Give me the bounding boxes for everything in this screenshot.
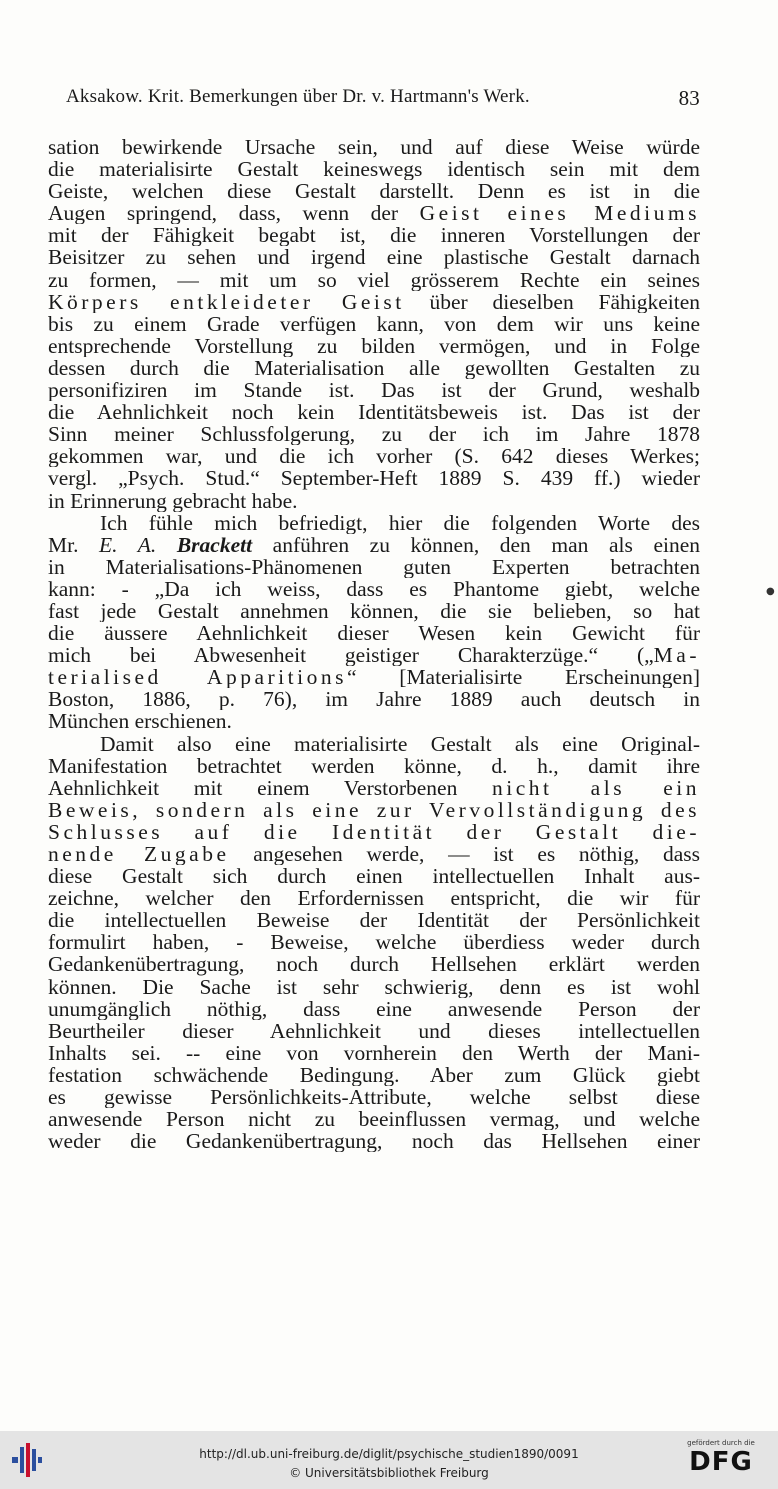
bold-italic-name: Brackett xyxy=(176,533,253,556)
page-number: 83 xyxy=(678,86,700,110)
text-line: diese Gestalt sich durch einen intellectuellen Inhalt aus- xyxy=(48,865,700,888)
text-line: die materialisirte Gestalt keineswegs identisch sein mit dem xyxy=(48,158,700,181)
text-line: Sinn meiner Schlussfolgerung, zu der ich im Jahre 1878 xyxy=(48,423,700,446)
text-line: personifiziren im Stande ist. Das ist der Grund, weshalb xyxy=(48,379,700,402)
text-line: Beisitzer zu sehen und irgend eine plastische Gestalt darnach xyxy=(48,246,700,269)
text-line: Gedankenübertragung, noch durch Hellsehen erklärt werden xyxy=(48,953,700,976)
text-line xyxy=(48,202,700,224)
text-line: zu formen, — mit um so viel grösserem Rechte ein seines xyxy=(48,268,700,291)
text-line: vergl. „Psych. Stud.“ September-Heft 1889 S. 439 ff.) wieder xyxy=(48,467,700,490)
text-line: Manifestation betrachtet werden könne, d. h., damit ihre xyxy=(48,754,700,777)
dfg-credit xyxy=(676,1439,766,1477)
text-line: können. Die Sache ist sehr schwierig, denn es ist wohl xyxy=(48,975,700,998)
text-line: die intellectuellen Beweise der Identität der Persönlichkeit xyxy=(48,909,700,932)
text-span: Mr. xyxy=(48,533,79,556)
text-line xyxy=(48,534,700,556)
text-span: Aehnlichkeit mit einem Verstorbenen xyxy=(48,776,458,799)
text-span: anführen zu können, den man als einen xyxy=(272,533,700,556)
text-line: in Materialisations-Phänomenen guten Experten betrachten xyxy=(48,555,700,578)
spaced-text: Körpers entkleideter Geist xyxy=(48,290,405,313)
text-line: weder die Gedankenübertragung, noch das Hellsehen einer xyxy=(48,1130,700,1153)
spaced-text: nicht als ein xyxy=(492,776,700,799)
text-line: Ich fühle mich befriedigt, hier die folgenden Worte des xyxy=(100,511,700,534)
text-line: mit der Fähigkeit begabt ist, die inneren Vorstellungen der xyxy=(48,224,700,247)
text-line: gekommen war, und die ich vorher (S. 642 dieses Werkes; xyxy=(48,445,700,468)
text-line: die Aehnlichkeit noch kein Identitätsbeweis ist. Das ist der xyxy=(48,401,700,424)
running-header xyxy=(66,86,700,116)
text-line: festation schwächende Bedingung. Aber zum Glück giebt xyxy=(48,1063,700,1087)
text-line xyxy=(48,777,700,799)
spaced-text: Geist eines Mediums xyxy=(419,202,700,225)
italic-name: E. A. xyxy=(99,533,157,556)
text-line: formulirt haben, - Beweise, welche überdiess weder durch xyxy=(48,931,700,954)
text-line: kann: - „Da ich weiss, dass es Phantome giebt, welche xyxy=(48,577,700,600)
spaced-text: Ma- xyxy=(653,644,700,667)
text-span: mich bei Abwesenheit geistiger Charakterzüge.“ („ xyxy=(48,644,654,667)
text-line: Schlusses auf die Identität der Gestalt die- xyxy=(48,820,700,843)
text-span: über dieselben Fähigkeiten xyxy=(429,290,700,313)
text-line xyxy=(48,666,700,688)
spaced-text: nende Zugabe xyxy=(48,843,230,866)
text-line: Damit also eine materialisirte Gestalt als eine Original- xyxy=(100,732,700,755)
text-span: Augen springend, dass, wenn der xyxy=(48,202,399,225)
text-line: Geiste, welchen diese Gestalt darstellt. Denn es ist in die xyxy=(48,180,700,203)
text-line: Beweis, sondern als eine zur Vervollständigung des xyxy=(48,798,700,821)
source-url-link[interactable]: http://dl.ub.uni-freiburg.de/diglit/psychische_studien1890/0091 xyxy=(199,1447,579,1461)
text-line: Boston, 1886, p. 76), im Jahre 1889 auch deutsch in xyxy=(48,688,700,711)
text-line: Beurtheiler dieser Aehnlichkeit und dieses intellectuellen xyxy=(48,1019,700,1042)
text-span: angesehen werde, — ist es nöthig, dass xyxy=(253,843,700,866)
running-title: Aksakow. Krit. Bemerkungen über Dr. v. Hartmann's Werk. xyxy=(66,86,530,107)
text-line: zeichne, welcher den Erfordernissen entspricht, die wir für xyxy=(48,887,700,910)
text-line: München erschienen. xyxy=(48,710,232,733)
text-line: sation bewirkende Ursache sein, und auf diese Weise würde xyxy=(48,136,700,159)
text-line xyxy=(48,291,700,313)
dfg-logo-icon: DFG xyxy=(689,1447,753,1477)
text-line: in Erinnerung gebracht habe. xyxy=(48,489,298,512)
text-line: Inhalts sei. -- eine von vornherein den Werth der Mani- xyxy=(48,1041,700,1064)
text-line: die äussere Aehnlichkeit dieser Wesen kein Gewicht für xyxy=(48,622,700,645)
text-line: entsprechende Vorstellung zu bilden vermögen, und in Folge xyxy=(48,334,700,357)
margin-mark-icon: ● xyxy=(766,586,775,597)
text-line: fast jede Gestalt annehmen können, die sie belieben, so hat xyxy=(48,599,700,623)
text-span: “ [Materialisirte Erscheinungen] xyxy=(346,666,700,689)
text-line xyxy=(48,843,700,865)
text-line: unumgänglich nöthig, dass eine anwesende Person der xyxy=(48,997,700,1020)
copyright-notice: © Universitätsbibliothek Freiburg xyxy=(289,1466,489,1480)
text-line: dessen durch die Materialisation alle gewollten Gestalten zu xyxy=(48,356,700,380)
body-text xyxy=(48,136,700,1152)
text-line: bis zu einem Grade verfügen kann, von dem wir uns keine xyxy=(48,312,700,335)
text-line xyxy=(48,644,700,666)
text-line: es gewisse Persönlichkeits-Attribute, welche selbst diese xyxy=(48,1086,700,1109)
text-line: anwesende Person nicht zu beeinflussen vermag, und welche xyxy=(48,1108,700,1131)
footer-bar xyxy=(0,1431,778,1489)
spaced-text: terialised Apparitions xyxy=(48,666,347,689)
funding-note: gefördert durch die xyxy=(687,1439,755,1447)
